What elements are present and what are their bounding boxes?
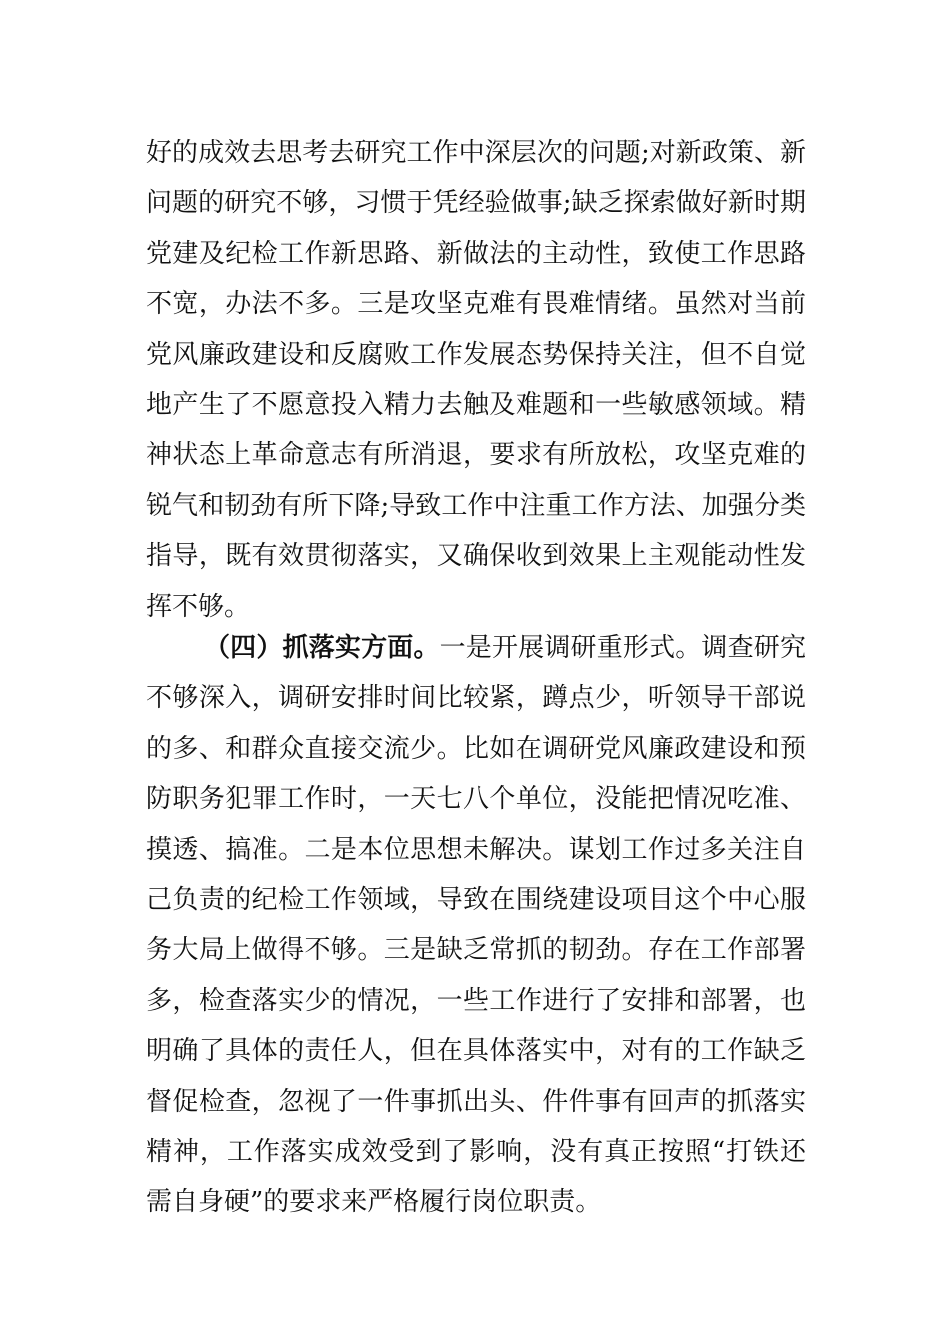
text-line: 党风廉政建设和反腐败工作发展态势保持关注，但不自觉 (146, 339, 806, 370)
text-line: 挥不够。 (146, 591, 251, 622)
text-line: 好的成效去思考去研究工作中深层次的问题;对新政策、新 (146, 138, 806, 168)
first-line-text: 一是开展调研重形式。调查研究 (439, 633, 806, 663)
text-line: 的多、和群众直接交流少。比如在调研党风廉政建设和预 (146, 733, 806, 764)
text-line: 神状态上革命意志有所消退，要求有所放松，攻坚克难的 (146, 440, 806, 471)
text-line: 精神，工作落实成效受到了影响，没有真正按照“打铁还 (146, 1136, 806, 1167)
text-line: 地产生了不愿意投入精力去触及难题和一些敏感领域。精 (146, 389, 806, 420)
paragraph-first-line (146, 623, 806, 673)
text-line: 务大局上做得不够。三是缺乏常抓的韧劲。存在工作部署 (146, 935, 806, 966)
text-line: 不宽，办法不多。三是攻坚克难有畏难情绪。虽然对当前 (146, 289, 806, 320)
text-line: 己负责的纪检工作领域，导致在围绕建设项目这个中心服 (146, 884, 806, 915)
text-line: 问题的研究不够，习惯于凭经验做事;缺乏探索做好新时期 (146, 188, 806, 219)
text-line: 多，检查落实少的情况，一些工作进行了安排和部署，也 (146, 985, 806, 1016)
text-line: 需自身硬”的要求来严格履行岗位职责。 (146, 1187, 602, 1218)
text-line: 指导，既有效贯彻落实，又确保收到效果上主观能动性发 (146, 541, 806, 572)
text-line: 不够深入，调研安排时间比较紧，蹲点少，听领导干部说 (146, 683, 806, 714)
text-line: 锐气和韧劲有所下降;导致工作中注重工作方法、加强分类 (146, 490, 806, 521)
text-line: 明确了具体的责任人，但在具体落实中，对有的工作缺乏 (146, 1036, 806, 1067)
text-line: 党建及纪检工作新思路、新做法的主动性，致使工作思路 (146, 238, 806, 269)
text-line: 督促检查，忽视了一件事抓出头、件件事有回声的抓落实 (146, 1086, 806, 1117)
section-heading: （四）抓落实方面。 (204, 633, 440, 663)
paragraph-four (146, 623, 806, 1228)
text-line: 摸透、搞准。二是本位思想未解决。谋划工作过多关注自 (146, 834, 806, 865)
text-line: 防职务犯罪工作时，一天七八个单位，没能把情况吃准、 (146, 784, 806, 815)
paragraph-continued (146, 128, 806, 632)
